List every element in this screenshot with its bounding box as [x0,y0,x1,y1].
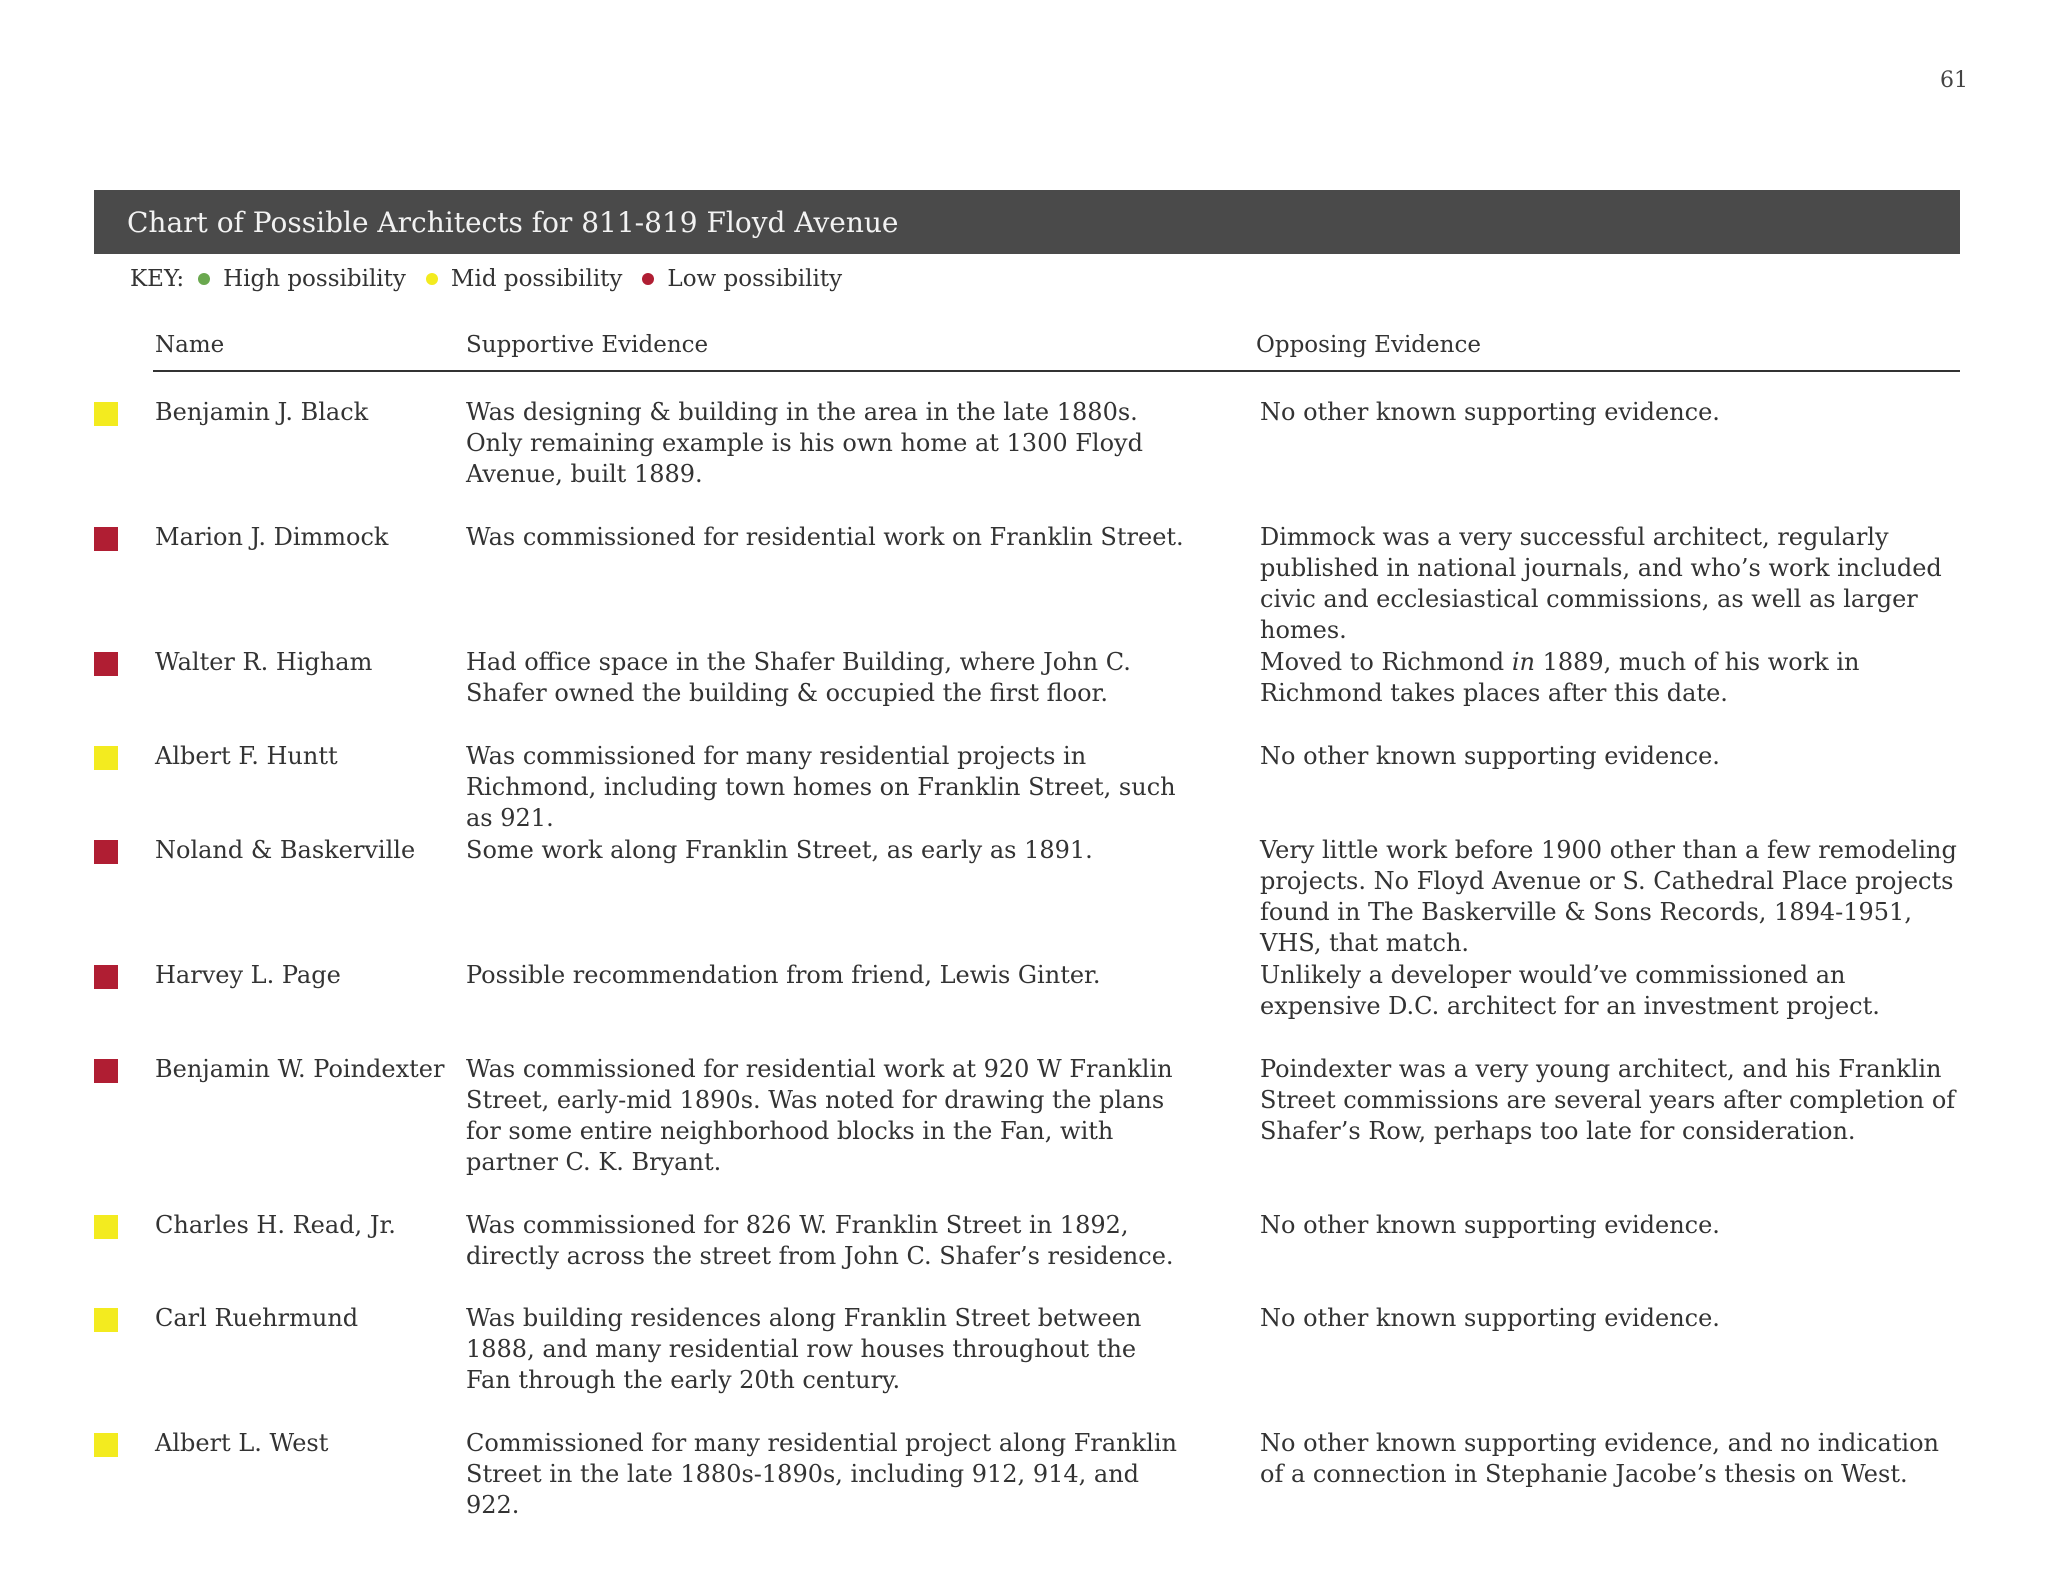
possibility-marker-icon [94,746,118,770]
page-title: Chart of Possible Architects for 811-819 Floyd Avenue [127,205,899,239]
architect-name: Benjamin J. Black [155,398,369,426]
column-header-supportive: Supportive Evidence [466,332,709,358]
opposing-evidence: Moved to Richmond in 1889, much of his work in Richmond takes places after this date. [1260,648,1860,707]
possibility-marker-icon [94,1433,118,1457]
architect-name: Carl Ruehrmund [155,1304,359,1332]
supportive-evidence: Had office space in the Shafer Building, where John C. Shafer owned the building & occupied the first floor. [466,648,1131,707]
opposing-evidence: Poindexter was a very young architect, and his Franklin Street commissions are several years after completion of Shafer’s Row, perhaps too late for consideration. [1260,1055,1956,1145]
supportive-evidence: Was designing & building in the area in the late 1880s. Only remaining example is his own home at 1300 Floyd Avenue, built 1889. [466,398,1143,488]
possibility-marker-icon [94,1308,118,1332]
column-header-name: Name [155,332,225,358]
supportive-evidence: Was commissioned for many residential projects in Richmond, including town homes on Franklin Street, such as 921. [466,742,1176,832]
key-label: KEY: [130,266,185,292]
supportive-evidence: Possible recommendation from friend, Lewis Ginter. [466,961,1101,989]
opposing-evidence: Very little work before 1900 other than a few remodeling projects. No Floyd Avenue or S. Cathedral Place projects found in The Baskerville & Sons Records, 1894-1951, VHS, that match. [1260,836,1957,957]
key-item-label: Low possibility [667,266,843,292]
possibility-marker-icon [94,840,118,864]
possibility-marker-icon [94,1215,118,1239]
possibility-marker-icon [94,527,118,551]
architect-name: Albert L. West [155,1429,329,1457]
page-number: 61 [1940,68,1968,93]
key-item-label: High possibility [223,266,406,292]
opposing-evidence: No other known supporting evidence. [1260,742,1720,770]
opposing-evidence: No other known supporting evidence, and no indication of a connection in Stephanie Jacobe’s thesis on West. [1260,1429,1940,1488]
possibility-marker-icon [94,965,118,989]
opposing-evidence: Unlikely a developer would’ve commissioned an expensive D.C. architect for an investment project. [1260,961,1880,1020]
key-item-label: Mid possibility [450,266,623,292]
possibility-marker-icon [94,1059,118,1083]
architect-name: Marion J. Dimmock [155,523,389,551]
opposing-evidence: No other known supporting evidence. [1260,398,1720,426]
architect-name: Charles H. Read, Jr. [155,1211,396,1239]
architect-name: Benjamin W. Poindexter [155,1055,445,1083]
architect-name: Walter R. Higham [155,648,373,676]
architect-name: Albert F. Huntt [155,742,338,770]
possibility-marker-icon [94,652,118,676]
supportive-evidence: Was building residences along Franklin Street between 1888, and many residential row houses throughout the Fan through the early 20th century. [466,1304,1142,1394]
supportive-evidence: Some work along Franklin Street, as early as 1891. [466,836,1093,864]
opposing-evidence: No other known supporting evidence. [1260,1304,1720,1332]
opposing-evidence: Dimmock was a very successful architect, regularly published in national journals, and who’s work included civic and ecclesiastical commissions, as well as larger homes. [1260,523,1942,644]
supportive-evidence: Was commissioned for residential work on Franklin Street. [466,523,1184,551]
supportive-evidence: Commissioned for many residential project along Franklin Street in the late 1880s-1890s, including 912, 914, and 922. [466,1429,1177,1519]
architect-name: Noland & Baskerville [155,836,416,864]
supportive-evidence: Was commissioned for 826 W. Franklin Street in 1892, directly across the street from John C. Shafer’s residence. [466,1211,1174,1270]
opposing-evidence: No other known supporting evidence. [1260,1211,1720,1239]
supportive-evidence: Was commissioned for residential work at 920 W Franklin Street, early-mid 1890s. Was noted for drawing the plans for some entire neighborhood blocks in the Fan, with partner C. K. Bryant. [466,1055,1173,1176]
possibility-marker-icon [94,402,118,426]
architect-name: Harvey L. Page [155,961,341,989]
column-header-opposing: Opposing Evidence [1256,332,1481,358]
